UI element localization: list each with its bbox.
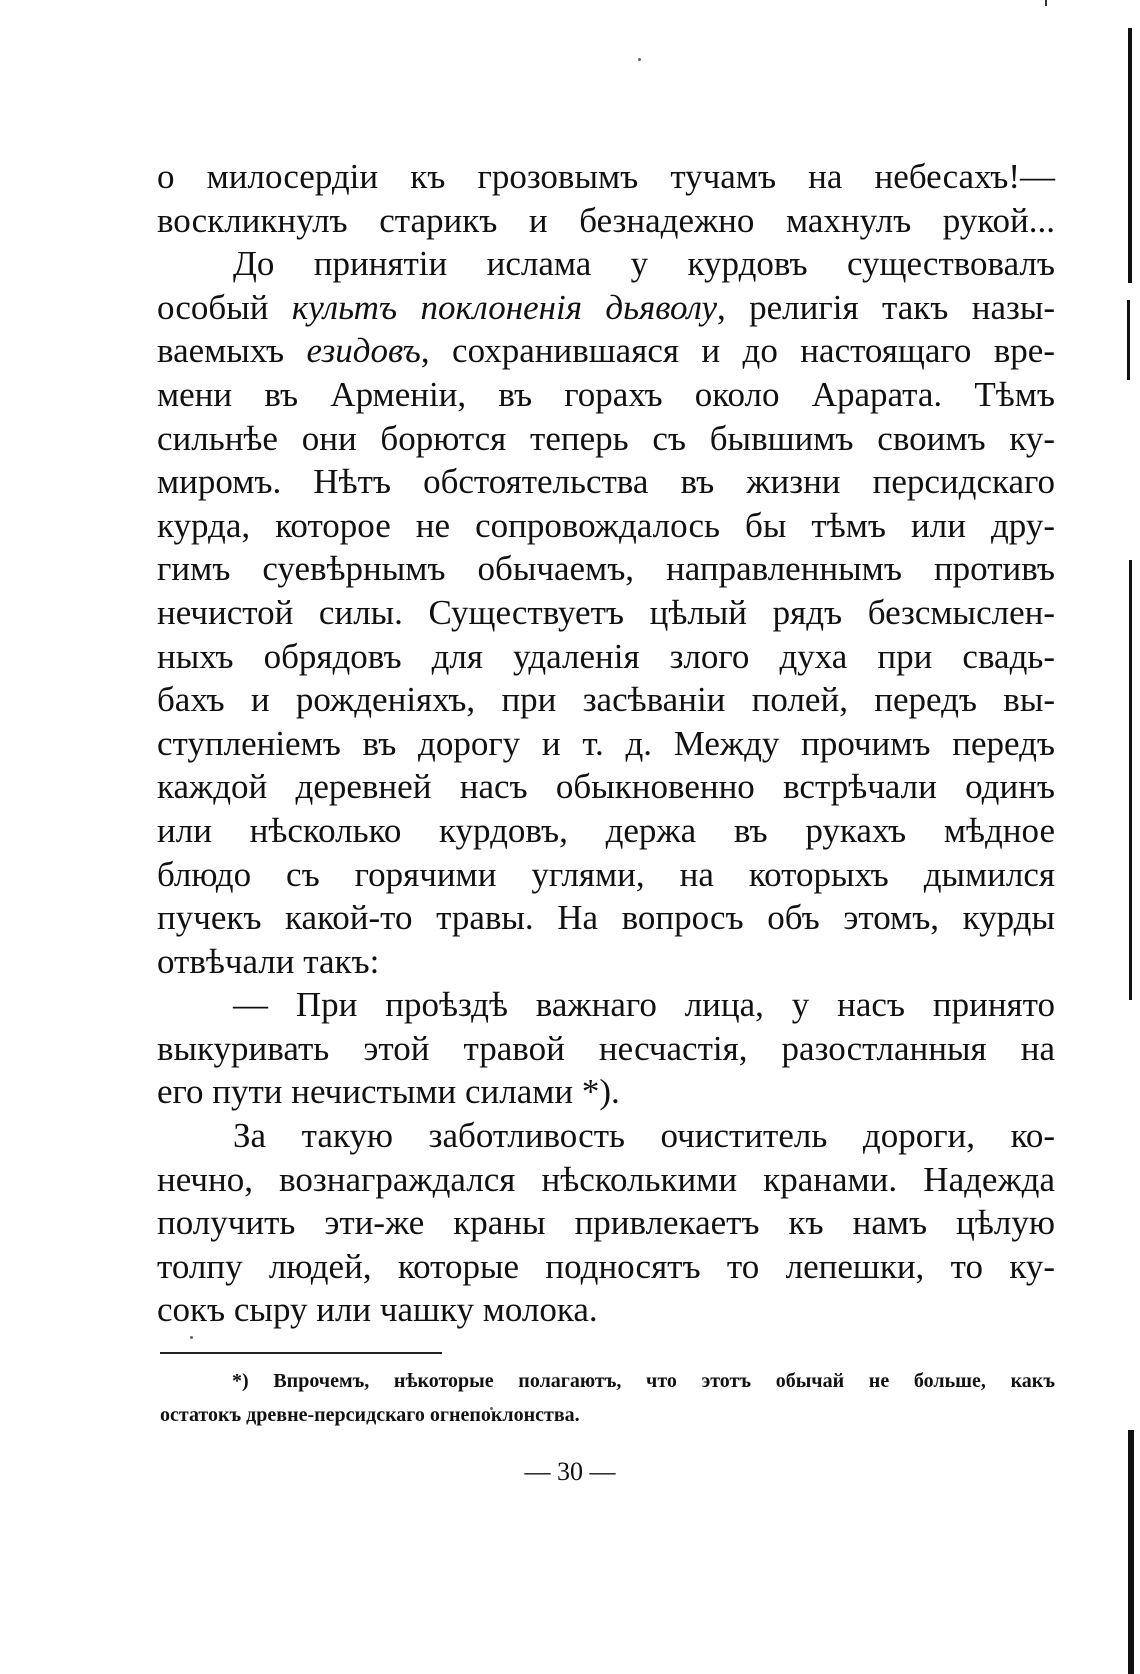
text-span: особый (157, 287, 269, 327)
scan-speck (190, 1336, 193, 1339)
text-line: толпу людей, которые подносятъ то лепешки, то ку- (157, 1246, 1055, 1286)
text-line: отвѣчали такъ: (157, 941, 380, 981)
text-line: воскликнулъ старикъ и безнадежно махнулъ рукой... (157, 200, 1055, 240)
footnote-line: остатокъ древне-персидскаго огнепоклонства. (160, 1404, 580, 1426)
text-line: За такую заботливость очиститель дороги, ко- (233, 1116, 1055, 1156)
scan-mark (1045, 0, 1047, 6)
text-span: , сохранившаяся и до настоящаго вре- (420, 331, 1055, 371)
text-line: ныхъ обрядовъ для удаленія злого духа при свадь- (157, 636, 1055, 676)
scan-edge-line (1129, 560, 1132, 1000)
italic-phrase: езидовъ (306, 331, 421, 371)
footnote (160, 1364, 1055, 1432)
text-line: или нѣсколько курдовъ, держа въ рукахъ мѣдное (157, 810, 1055, 850)
text-line: бахъ и рожденіяхъ, при засѣваніи полей, передъ вы- (157, 680, 1055, 720)
text-line (157, 329, 1055, 373)
text-line: нечно, вознаграждался нѣсколькими кранами. Надежда (157, 1159, 1055, 1199)
text-line: блюдо съ горячими углями, на которыхъ дымился (157, 854, 1055, 894)
text-line: — При проѣздѣ важнаго лица, у насъ принято (233, 985, 1055, 1025)
text-line: нечистой силы. Существуетъ цѣлый рядъ безсмыслен- (157, 592, 1055, 632)
text-line: сокъ сыру или чашку молока. (157, 1290, 598, 1330)
body-text (157, 155, 1055, 1332)
text-span: , религія такъ назы- (716, 287, 1056, 327)
text-line: миромъ. Нѣтъ обстоятельства въ жизни персидскаго (157, 462, 1055, 502)
text-line: его пути нечистыми силами *). (157, 1072, 620, 1112)
text-line: выкуривать этой травой несчастія, разостланныя на (157, 1028, 1055, 1068)
scan-speck (638, 58, 641, 61)
text-line: пучекъ какой-то травы. На вопросъ объ этомъ, курды (157, 898, 1055, 938)
text-span: ваемыхъ (157, 331, 285, 371)
scan-edge-line (1128, 28, 1132, 283)
text-line: получить эти-же краны привлекаетъ къ намъ цѣлую (157, 1203, 1055, 1243)
text-line (157, 286, 1055, 330)
page-number: — 30 — (524, 1457, 616, 1486)
text-line: гимъ суевѣрнымъ обычаемъ, направленнымъ противъ (157, 549, 1055, 589)
text-line: мени въ Арменіи, въ горахъ около Арарата. Тѣмъ (157, 374, 1055, 414)
text-line: каждой деревней насъ обыкновенно встрѣчали одинъ (157, 767, 1055, 807)
text-line: ступленіемъ въ дорогу и т. д. Между прочимъ передъ (157, 723, 1055, 763)
footnote-line: *) Впрочемъ, нѣкоторые полагаютъ, что этотъ обычай не больше, какъ (232, 1370, 1055, 1392)
text-line: До принятіи ислама у курдовъ существовалъ (233, 244, 1055, 284)
scan-edge-line (1127, 300, 1130, 380)
text-line: сильнѣе они борются теперь съ бывшимъ своимъ ку- (157, 418, 1055, 458)
text-line: курда, которое не сопровождалось бы тѣмъ или дру- (157, 505, 1055, 545)
footnote-divider (160, 1352, 442, 1354)
text-line: о милосердіи къ грозовымъ тучамъ на небесахъ!— (157, 157, 1055, 196)
italic-phrase: культъ поклоненія дьяволу (291, 287, 717, 327)
